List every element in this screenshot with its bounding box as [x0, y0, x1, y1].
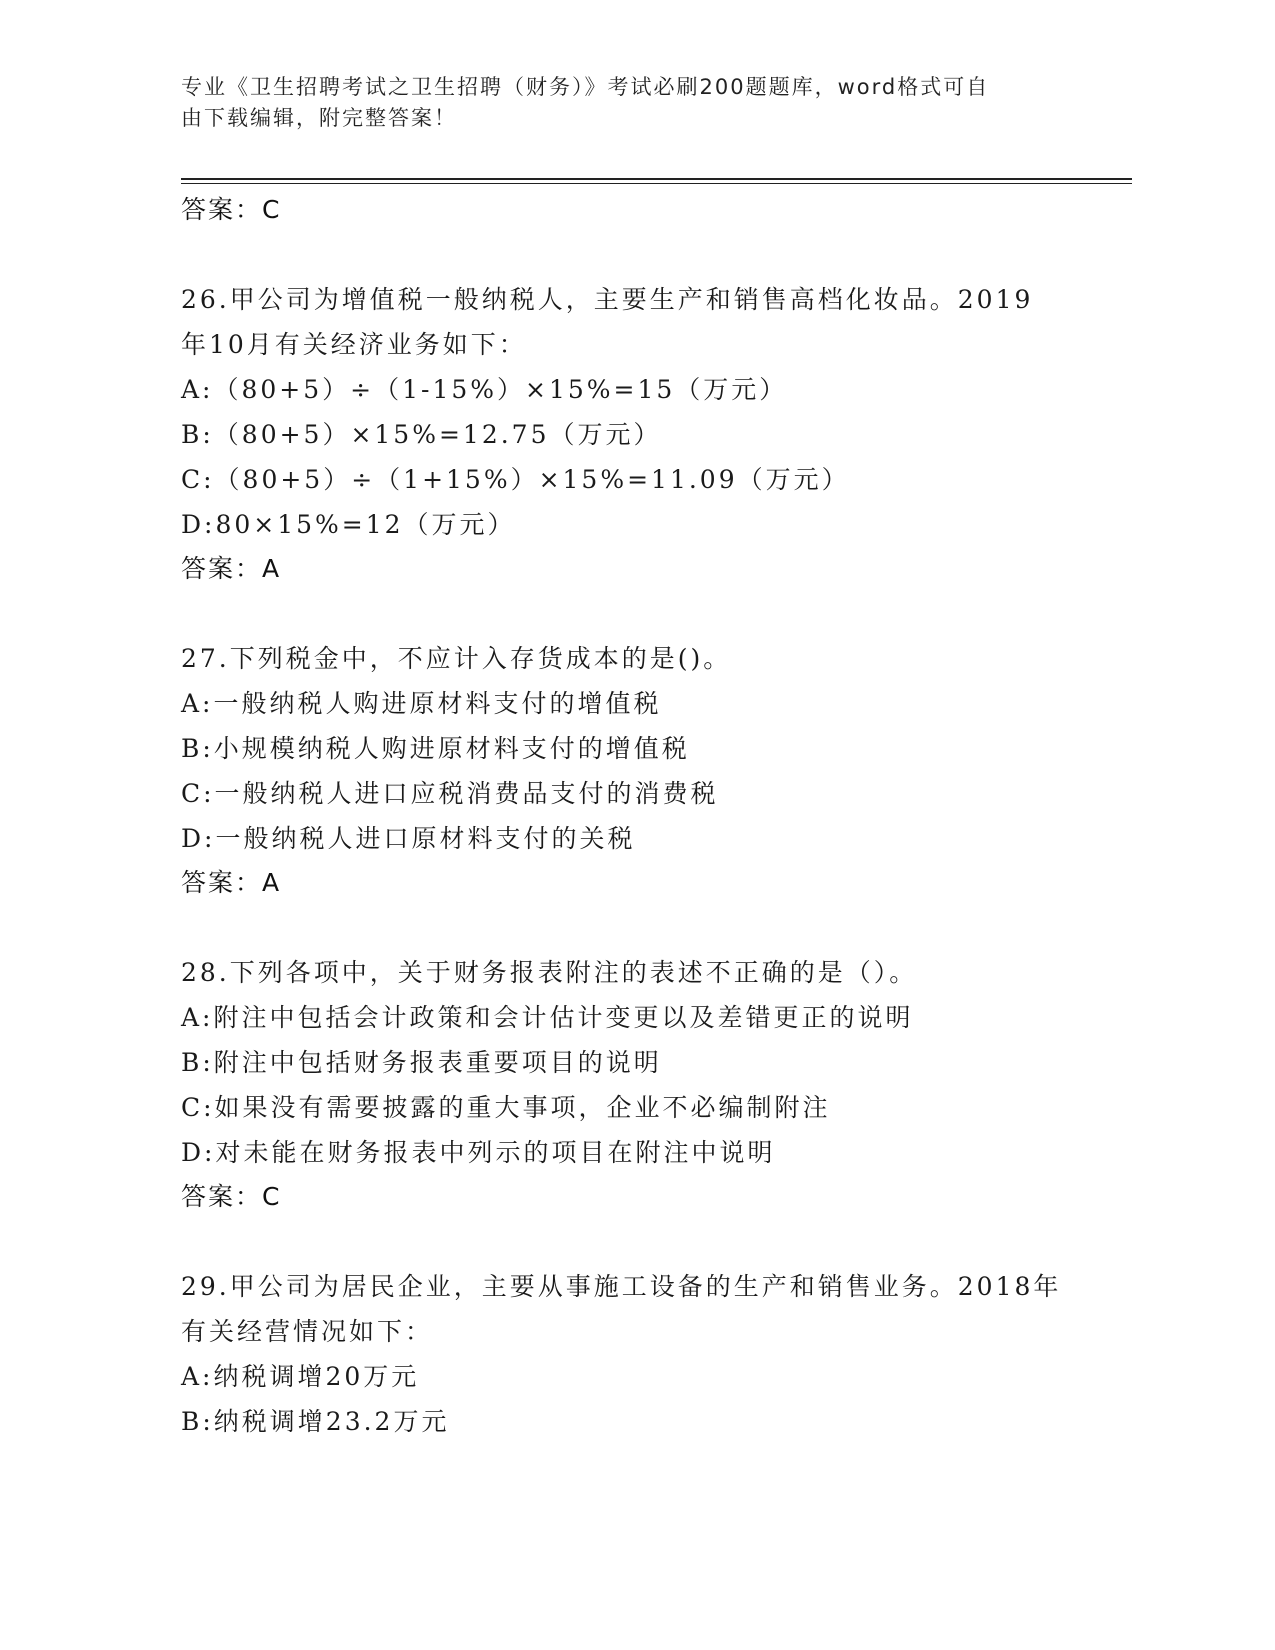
spacer: [181, 591, 1132, 636]
option-d: D:一般纳税人进口原材料支付的关税: [181, 824, 636, 853]
option-a: A:附注中包括会计政策和会计估计变更以及差错更正的说明: [181, 1003, 914, 1032]
answer-line: 答案：A: [181, 868, 282, 897]
question-block: [181, 950, 1132, 1219]
option-a: A:一般纳税人购进原材料支付的增值税: [181, 689, 662, 718]
option-c: C:一般纳税人进口应税消费品支付的消费税: [181, 779, 719, 808]
option-c: C:如果没有需要披露的重大事项，企业不必编制附注: [181, 1093, 831, 1122]
question-stem: 27.下列税金中，不应计入存货成本的是()。: [181, 644, 732, 673]
question-stem: 28.下列各项中，关于财务报表附注的表述不正确的是（）。: [181, 958, 918, 987]
answer-line: 答案：A: [181, 554, 282, 583]
answer-line: 答案：C: [181, 1182, 282, 1211]
question-block: [181, 636, 1132, 905]
option-c: C:（80+5）÷（1+15%）×15%=11.09（万元）: [181, 465, 850, 494]
question-list: [181, 188, 1132, 1444]
option-d: D:80×15%=12（万元）: [181, 510, 516, 539]
question-block: [181, 1264, 1132, 1444]
option-a: A:（80+5）÷（1-15%）×15%=15（万元）: [181, 375, 788, 404]
question-stem: 26.甲公司为增值税一般纳税人，主要生产和销售高档化妆品。2019: [181, 285, 1034, 314]
option-a: A:纳税调增20万元: [181, 1362, 420, 1391]
spacer: [181, 232, 1132, 277]
question-stem: 年10月有关经济业务如下：: [181, 330, 527, 359]
header-line-1: 专业《卫生招聘考试之卫生招聘（财务）》考试必刷200题题库，word格式可自: [181, 75, 990, 99]
question-stem: 29.甲公司为居民企业，主要从事施工设备的生产和销售业务。2018年: [181, 1272, 1062, 1301]
option-b: B:小规模纳税人购进原材料支付的增值税: [181, 734, 690, 763]
header-line-2: 由下载编辑，附完整答案！: [181, 106, 457, 130]
spacer: [181, 905, 1132, 950]
page-header: [181, 72, 1041, 134]
option-d: D:对未能在财务报表中列示的项目在附注中说明: [181, 1138, 776, 1167]
spacer: [181, 1219, 1132, 1264]
answer-line: 答案：C: [181, 195, 282, 224]
option-b: B:（80+5）×15%=12.75（万元）: [181, 420, 662, 449]
question-stem: 有关经营情况如下：: [181, 1317, 434, 1346]
option-b: B:纳税调增23.2万元: [181, 1407, 450, 1436]
question-block: [181, 277, 1132, 591]
header-divider: [181, 178, 1132, 180]
header-divider-thin: [181, 183, 1132, 184]
option-b: B:附注中包括财务报表重要项目的说明: [181, 1048, 662, 1077]
